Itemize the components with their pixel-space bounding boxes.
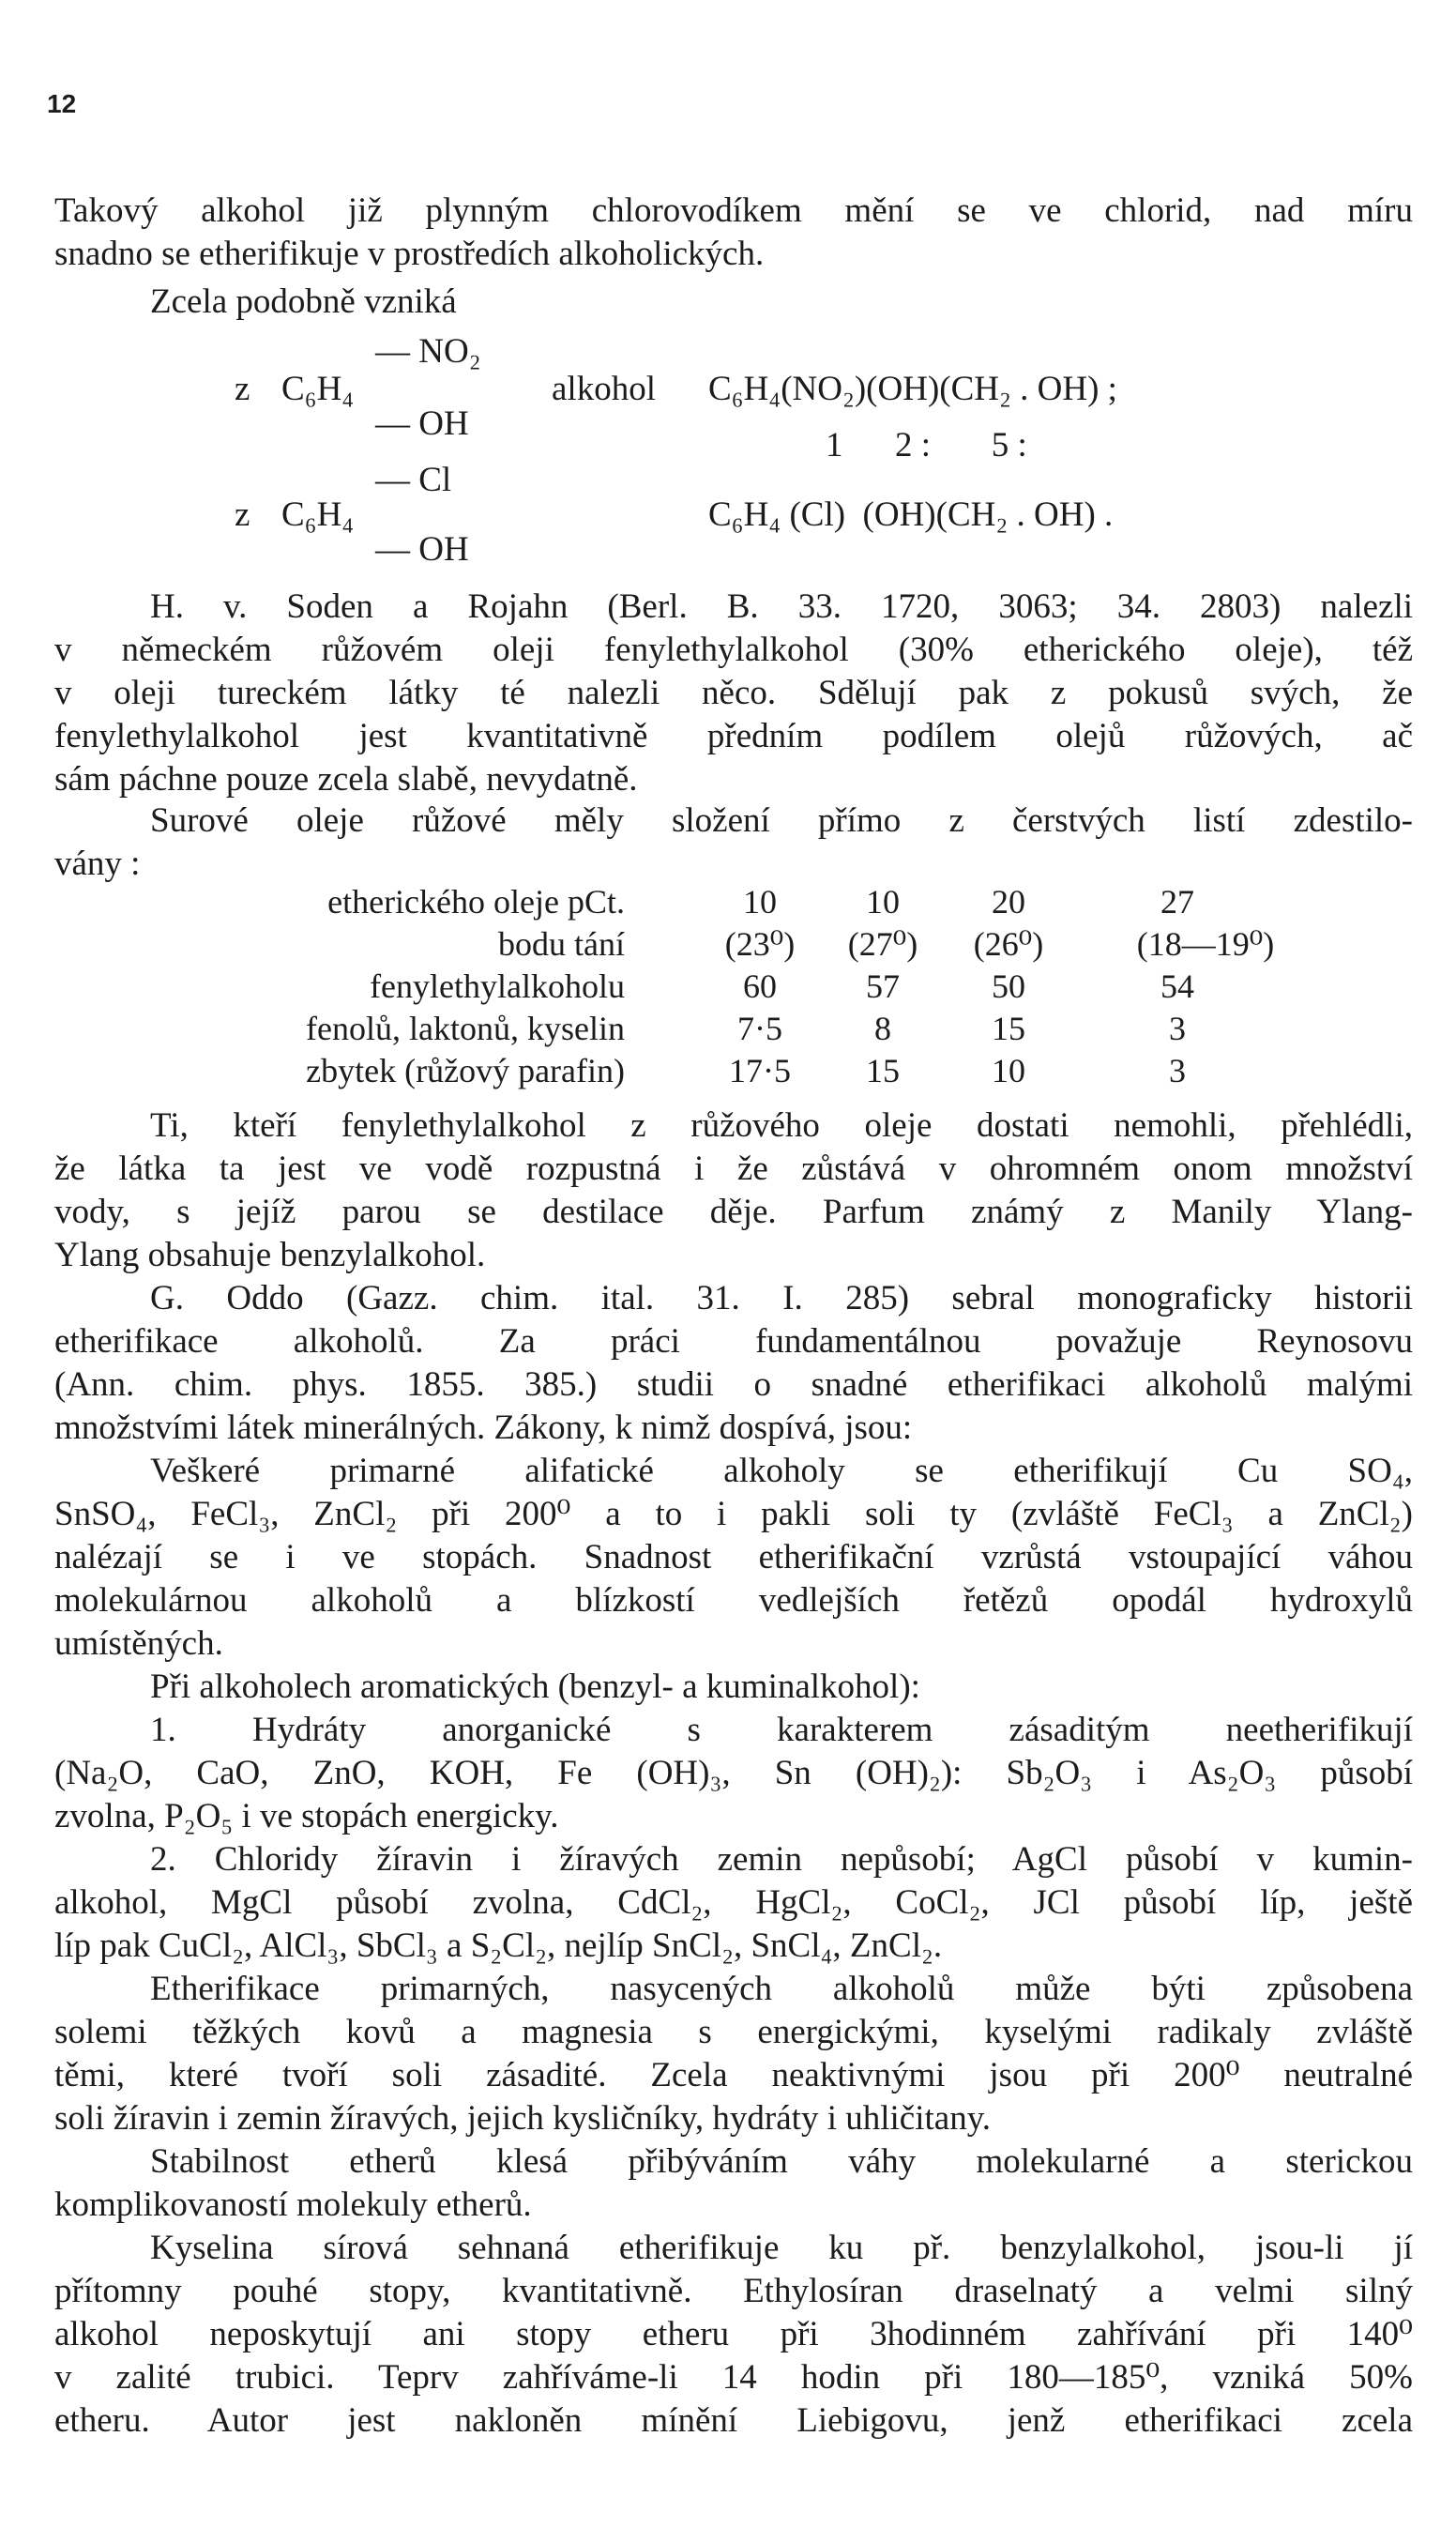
text-line: fenylethylalkohol jest kvantitativně předním podílem olejů růžových, ač <box>54 717 1413 755</box>
text-line: těmi, které tvoří soli zásadité. Zcela neaktivnými jsou při 200⁰ neutralné <box>54 2056 1413 2094</box>
table-cell: 60 <box>743 967 777 1005</box>
table-row-label: bodu tání <box>498 925 625 963</box>
table-cell: 15 <box>866 1052 900 1089</box>
text-line: molekulárnou alkoholů a blízkostí vedlejších řetězů opodál hydroxylů <box>54 1581 1413 1620</box>
text-line: Ti, kteří fenylethylalkohol z růžového oleje dostati nemohli, přehlédli, <box>150 1106 1413 1145</box>
text-line: SnSO₄, FeCl₃, ZnCl₂ při 200⁰ a to i pakli soli ty (zvláště FeCl₃ a ZnCl₂) <box>54 1495 1413 1533</box>
text-line: komplikovaností molekuly etherů. <box>54 2185 532 2224</box>
text-line: v oleji tureckém látky té nalezli něco. Sdělují pak z pokusů svých, že <box>54 674 1413 712</box>
table-row-label: fenolů, laktonů, kyselin <box>306 1010 625 1047</box>
text-line: Etherifikace primarných, nasycených alkoholů může býti způsobena <box>150 1970 1413 2008</box>
formula-z: z <box>235 495 250 534</box>
text-line: přítomny pouhé stopy, kvantitativně. Ethylosíran draselnatý a velmi silný <box>54 2272 1413 2310</box>
text-line: etheru. Autor jest nakloněn mínění Liebigovu, jenž etherifikaci zcela <box>54 2401 1413 2440</box>
text-line: Zcela podobně vzniká <box>150 282 457 321</box>
text-line: Veškeré primarné alifatické alkoholy se etherifikují Cu SO₄, <box>150 1452 1413 1490</box>
table-cell: 10 <box>743 883 777 921</box>
formula-oh: — OH <box>375 530 469 569</box>
text-line: Takový alkohol již plynným chlorovodíkem mění se ve chlorid, nad míru <box>54 191 1413 230</box>
text-line: vány : <box>54 845 141 883</box>
formula-c6h4: C₆H₄ <box>281 370 355 408</box>
formula-no2: — NO₂ <box>375 332 481 371</box>
table-cell: (18—19⁰) <box>1136 925 1275 963</box>
table-cell: 17·5 <box>729 1052 791 1089</box>
text-line: zvolna, P₂O₅ i ve stopách energicky. <box>54 1797 559 1835</box>
text-line: že látka ta jest ve vodě rozpustná i že zůstává v ohromném onom množství <box>54 1150 1413 1188</box>
text-line: soli žíravin i zemin žíravých, jejich kysličníky, hydráty i uhličitany. <box>54 2099 992 2138</box>
table-cell: 3 <box>1169 1052 1186 1089</box>
text-line: množstvími látek minerálných. Zákony, k nimž dospívá, jsou: <box>54 1409 913 1447</box>
text-line: (Ann. chim. phys. 1855. 385.) studii o snadné etherifikaci alkoholů malými <box>54 1365 1413 1404</box>
formula-product-2: C₆H₄ (Cl) (OH)(CH₂ . OH) . <box>708 495 1114 534</box>
text-line: sám páchne pouze zcela slabě, nevydatně. <box>54 760 638 799</box>
table-row-label: zbytek (růžový parafin) <box>306 1052 625 1089</box>
text-line: umístěných. <box>54 1624 223 1663</box>
text-line: v německém růžovém oleji fenylethylalkohol (30% etherického oleje), též <box>54 631 1413 669</box>
text-line: (Na₂O, CaO, ZnO, KOH, Fe (OH)₃, Sn (OH)₂): Sb₂O₃ i As₂O₃ působí <box>54 1754 1413 1792</box>
table-cell: 10 <box>992 1052 1025 1089</box>
table-cell: 54 <box>1160 967 1194 1005</box>
formula-oh: — OH <box>375 404 469 443</box>
table-cell: 20 <box>992 883 1025 921</box>
formula-c6h4: C₆H₄ <box>281 495 355 534</box>
table-cell: 27 <box>1160 883 1194 921</box>
table-cell: (23⁰) <box>724 925 796 963</box>
table-cell: 7·5 <box>737 1010 782 1047</box>
text-line: 1. Hydráty anorganické s karakterem zásaditým neetherifikují <box>150 1711 1413 1749</box>
text-line: 2. Chloridy žíravin i žíravých zemin nepůsobí; AgCl působí v kumin- <box>150 1840 1413 1879</box>
table-cell: 3 <box>1169 1010 1186 1047</box>
text-line: líp pak CuCl₂, AlCl₃, SbCl₃ a S₂Cl₂, nejlíp SnCl₂, SnCl₄, ZnCl₂. <box>54 1926 943 1965</box>
table-cell: 10 <box>866 883 900 921</box>
table-row-label: etherického oleje pCt. <box>327 883 625 921</box>
text-line: Kyselina sírová sehnaná etherifikuje ku př. benzylalkohol, jsou-li jí <box>150 2229 1413 2267</box>
formula-cl: — Cl <box>375 461 452 499</box>
table-cell: 8 <box>874 1010 891 1047</box>
text-line: snadno se etherifikuje v prostředích alkoholických. <box>54 235 765 273</box>
text-line: Surové oleje růžové měly složení přímo z čerstvých listí zdestilo- <box>150 801 1413 840</box>
formula-alkohol: alkohol <box>552 370 656 408</box>
formula-product-1: C₆H₄(NO₂)(OH)(CH₂ . OH) ; <box>708 370 1117 408</box>
text-line: v zalité trubici. Teprv zahříváme-li 14 hodin při 180—185⁰, vzniká 50% <box>54 2358 1413 2397</box>
text-line: nalézají se i ve stopách. Snadnost etherifikační vzrůstá vstoupající váhou <box>54 1538 1413 1576</box>
table-cell: 50 <box>992 967 1025 1005</box>
table-cell: (27⁰) <box>847 925 918 963</box>
page-number: 12 <box>47 89 77 118</box>
text-line: Ylang obsahuje benzylalkohol. <box>54 1236 486 1274</box>
text-line: solemi těžkých kovů a magnesia s energickými, kyselými radikaly zvláště <box>54 2013 1413 2051</box>
table-row-label: fenylethylalkoholu <box>370 967 625 1005</box>
text-line: etherifikace alkoholů. Za práci fundamentálnou považuje Reynosovu <box>54 1322 1413 1361</box>
table-cell: (26⁰) <box>973 925 1044 963</box>
text-line: Stabilnost etherů klesá přibýváním váhy molekularné a sterickou <box>150 2142 1413 2181</box>
text-line: alkohol neposkytují ani stopy etheru při 3hodinném zahřívání při 140⁰ <box>54 2315 1413 2353</box>
text-line: G. Oddo (Gazz. chim. ital. 31. I. 285) sebral monograficky historii <box>150 1279 1413 1317</box>
table-cell: 15 <box>992 1010 1025 1047</box>
formula-z: z <box>235 370 250 408</box>
text-line: vody, s jejíž parou se destilace děje. Parfum známý z Manily Ylang- <box>54 1193 1413 1231</box>
formula-positions: 1 2 : 5 : <box>826 426 1027 464</box>
text-line: alkohol, MgCl působí zvolna, CdCl₂, HgCl₂, CoCl₂, JCl působí líp, ještě <box>54 1883 1413 1922</box>
text-line: Při alkoholech aromatických (benzyl- a kuminalkohol): <box>150 1667 920 1706</box>
table-cell: 57 <box>866 967 900 1005</box>
text-line: H. v. Soden a Rojahn (Berl. B. 33. 1720, 3063; 34. 2803) nalezli <box>150 587 1413 626</box>
